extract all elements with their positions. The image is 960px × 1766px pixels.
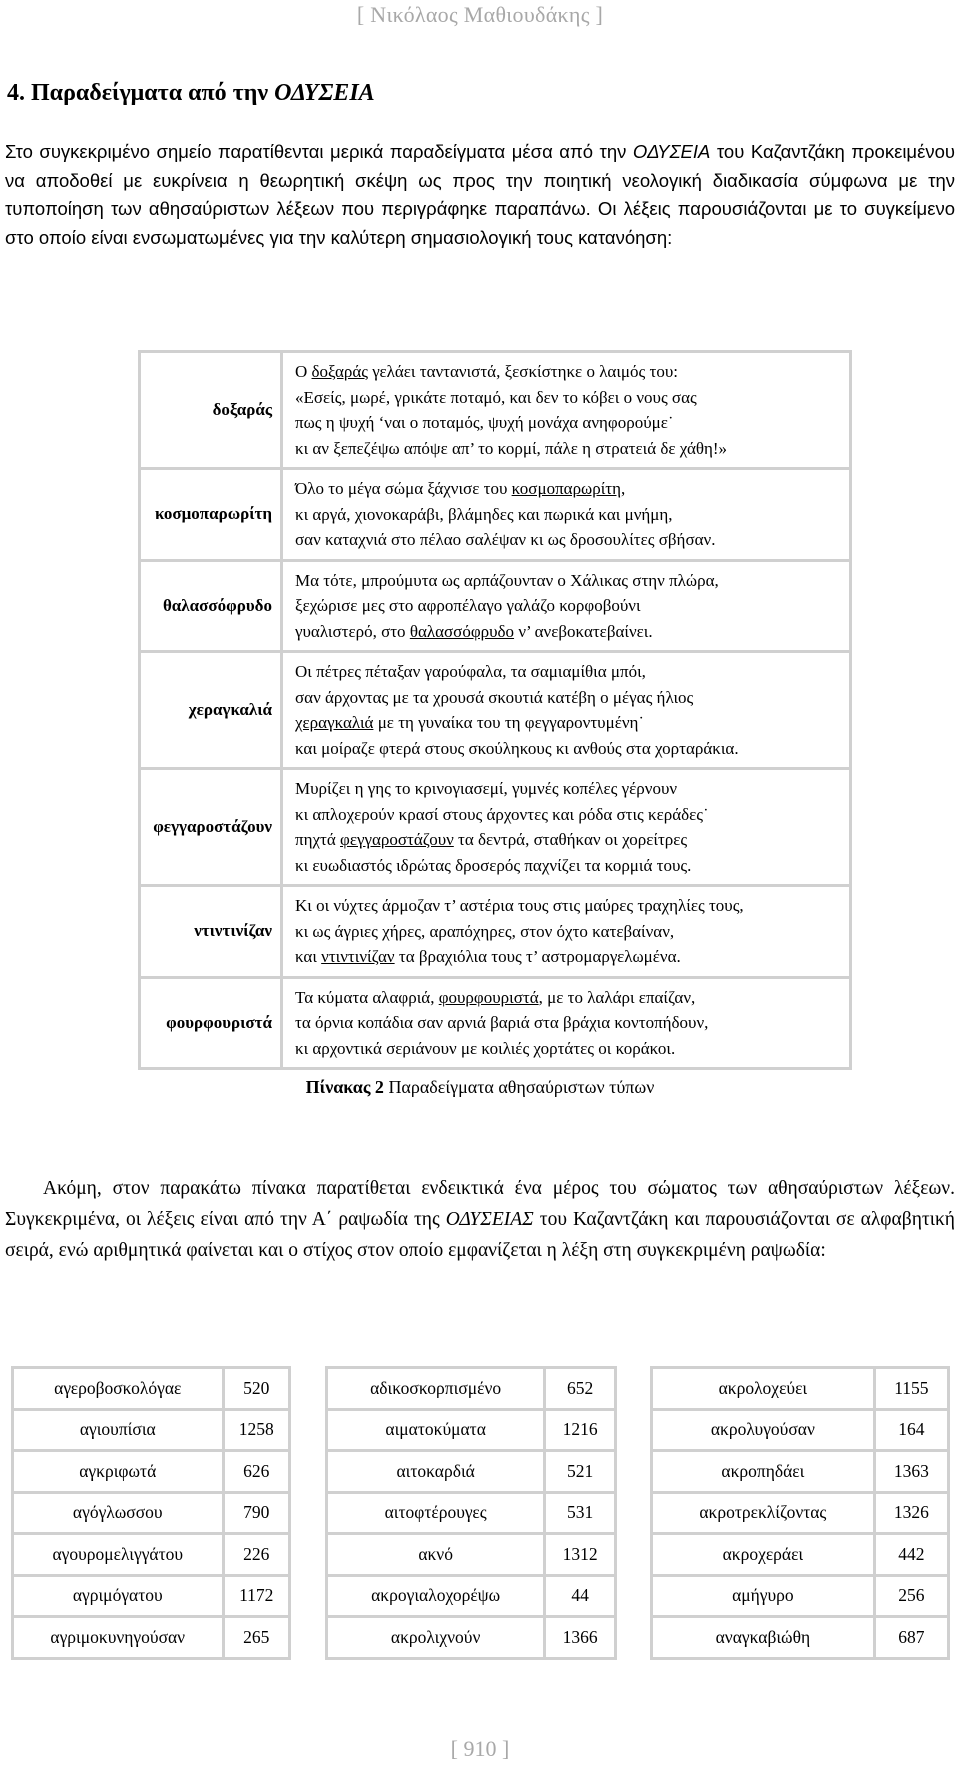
wordlist-word: αγεροβοσκολόγαε — [13, 1368, 224, 1410]
example-row — [140, 560, 851, 652]
example-row — [140, 469, 851, 561]
verse-line — [295, 685, 841, 711]
second-text-a: Ακόμη, στον παρακάτω πίνακα παρατίθεται ενδεικτικά ένα μέρος του σώματος των αθησαύριστων λέξεων. Συγκεκριμένα, οι λέξεις είναι από την Α΄ ραψωδία της — [5, 1178, 955, 1230]
verse-text: γελάει ταντανιστά, ξεσκίστηκε ο λαιμός του: — [368, 362, 678, 381]
example-row — [140, 977, 851, 1069]
verse-line — [295, 710, 841, 736]
intro-paragraph — [5, 138, 955, 252]
wordlist-word: αναγκαβιώθη — [652, 1617, 875, 1659]
verse-text: ξεχώρισε μες στο αφροπέλαγο γαλάζο κορφοβούνι — [295, 596, 641, 615]
wordlist-row — [652, 1451, 949, 1493]
wordlist-word: ακρολυγούσαν — [652, 1409, 875, 1451]
example-verse — [282, 560, 851, 652]
table-caption — [0, 1077, 960, 1098]
example-verse — [282, 469, 851, 561]
verse-line — [295, 385, 841, 411]
verse-text: ν’ ανεβοκατεβαίνει. — [514, 621, 653, 641]
verse-text: τα όρνια κοπάδια σαν αρνιά βαριά στα βράχια κοντοπήδουν, — [295, 1013, 709, 1032]
example-word: θαλασσόφρυδο — [140, 560, 282, 652]
wordlist-row — [652, 1575, 949, 1617]
verse-line — [295, 736, 841, 762]
wordlist-verse-number: 687 — [874, 1617, 948, 1659]
verse-line — [295, 944, 841, 970]
wordlist-word: αδικοσκορπισμένο — [327, 1368, 545, 1410]
wordlist-word: αιτοκαρδιά — [327, 1451, 545, 1493]
verse-text: Όλο το μέγα σώμα ξάχνισε του — [295, 479, 512, 498]
wordlist-row — [13, 1409, 290, 1451]
verse-text: Ο — [295, 362, 312, 381]
verse-line — [295, 659, 841, 685]
verse-text: κι αργά, χιονοκαράβι, βλάμηδες και πωρικά και μνήμη, — [295, 504, 673, 524]
example-verse — [282, 977, 851, 1069]
second-paragraph — [5, 1173, 955, 1266]
wordlist-row — [13, 1492, 290, 1534]
wordlist-word: αγριμόγατου — [13, 1575, 224, 1617]
verse-text: Κι οι νύχτες άρμοζαν τ’ αστέρια τους στις μαύρες τραχηλίες τους, — [295, 896, 744, 915]
wordlist-row — [652, 1617, 949, 1659]
verse-text: Μυρίζει η γης το κρινογιασεμί, γυμνές κοπέλες γέρνουν — [295, 779, 678, 798]
verse-line — [295, 827, 841, 853]
wordlist-row — [327, 1451, 616, 1493]
wordlist-verse-number: 1258 — [223, 1409, 289, 1451]
verse-line — [295, 985, 841, 1011]
verse-line — [295, 619, 841, 645]
wordlist-word: ακρολιχνούν — [327, 1617, 545, 1659]
wordlist-verse-number: 44 — [545, 1575, 616, 1617]
verse-line — [295, 893, 841, 919]
wordlist-verse-number: 164 — [874, 1409, 948, 1451]
wordlist-word: αγριμοκυνηγούσαν — [13, 1617, 224, 1659]
verse-text: κι ως άγριες χήρες, αραπόχηρες, στον όχτο κατεβαίναν, — [295, 921, 675, 941]
verse-text: πως η ψυχή ‘ναι ο ποταμός, ψυχή μονάχα ανηφορούμε˙ — [295, 413, 674, 432]
example-verse — [282, 652, 851, 769]
example-word: φεγγαροστάζουν — [140, 769, 282, 886]
caption-label: Πίνακας 2 — [305, 1077, 384, 1097]
wordlist-verse-number: 442 — [874, 1534, 948, 1576]
example-word: χεραγκαλιά — [140, 652, 282, 769]
second-text-em: ΟΔΥΣΕΙΑΣ — [445, 1209, 534, 1230]
verse-line — [295, 502, 841, 528]
wordlist-row — [652, 1492, 949, 1534]
wordlist-row — [13, 1368, 290, 1410]
wordlist-verse-number: 1326 — [874, 1492, 948, 1534]
wordlist-verse-number: 626 — [223, 1451, 289, 1493]
highlighted-word: χεραγκαλιά — [295, 713, 374, 732]
verse-text: Μα τότε, μπρούμυτα ως αρπάζουνταν ο Χάλικας στην πλώρα, — [295, 570, 719, 590]
highlighted-word: θαλασσόφρυδο — [409, 621, 515, 641]
wordlist-verse-number: 265 — [223, 1617, 289, 1659]
verse-text: γυαλιστερό, στο — [295, 621, 410, 641]
example-row — [140, 886, 851, 978]
wordlist-row — [13, 1617, 290, 1659]
example-verse — [282, 352, 851, 469]
verse-text: , — [621, 479, 626, 498]
verse-text: σαν καταχνιά στο πέλαο σαλέψαν κι ως δροσουλίτες σβήσαν. — [295, 530, 716, 549]
wordlist-row — [327, 1534, 616, 1576]
example-verse — [282, 886, 851, 978]
second-text-b: του Καζαντζάκη και παρουσιάζονται σε αλφαβητική σειρά, ενώ αριθμητικά φαίνεται και ο στίχος στον οποίο εμφανίζεται η λέξη στη συγκεκριμένη ραψωδία: — [5, 1209, 955, 1261]
wordlist-verse-number: 652 — [545, 1368, 616, 1410]
wordlist-row — [13, 1534, 290, 1576]
intro-text-b: του Καζαντζάκη προκειμένου να αποδοθεί με ευκρίνεια η θεωρητική σκέψη ως προς την ποιητική νεολογική διαδικασία σύμφωνα με την τυποποίηση των αθησαύριστων λέξεων που περιγράφηκε παραπάνω. Οι λέξεις παρουσιάζονται με το συγκείμενο στο οποίο είναι ενσωματωμένες για την καλύτερη σημασιολογική τους κατανόηση: — [5, 141, 955, 248]
wordlist-verse-number: 1366 — [545, 1617, 616, 1659]
running-header: [ Νικόλαος Μαθιουδάκης ] — [356, 2, 604, 27]
caption-text: Παραδείγματα αθησαύριστων τύπων — [388, 1077, 655, 1097]
verse-line — [295, 802, 841, 828]
verse-text: και μοίραζε φτερά στους σκούληκους κι ανθούς στα χορταράκια. — [295, 738, 739, 758]
wordlist-word: ακροχεράει — [652, 1534, 875, 1576]
wordlist-word: αγόγλωσσου — [13, 1492, 224, 1534]
verse-text: Τα κύματα αλαφριά, — [295, 987, 439, 1007]
wordlist-word: ακροτρεκλίζοντας — [652, 1492, 875, 1534]
wordlist-row — [13, 1575, 290, 1617]
wordlist-row — [327, 1492, 616, 1534]
example-row — [140, 352, 851, 469]
verse-text: πηχτά — [295, 830, 341, 849]
example-word: κοσμοπαρωρίτη — [140, 469, 282, 561]
verse-text: με τη γυναίκα του τη φεγγαροντυμένη˙ — [373, 713, 645, 732]
wordlist-word: αιματοκύματα — [327, 1409, 545, 1451]
highlighted-word: ντιντινίζαν — [321, 947, 395, 966]
wordlist-row — [13, 1451, 290, 1493]
intro-text-em: ΟΔΥΣΕΙΑ — [632, 141, 711, 162]
section-heading — [7, 80, 375, 107]
verse-text: τα βραχιόλια τους τ’ αστρομαργελωμένα. — [394, 947, 681, 966]
verse-line — [295, 776, 841, 802]
verse-text: κι αρχοντικά σεριάνουν με κοιλιές χορτάτες οι κοράκοι. — [295, 1038, 676, 1058]
example-word: ντιντινίζαν — [140, 886, 282, 978]
wordlist-verse-number: 1312 — [545, 1534, 616, 1576]
verse-line — [295, 436, 841, 462]
example-row — [140, 769, 851, 886]
example-verse — [282, 769, 851, 886]
verse-text: «Εσείς, μωρέ, γρικάτε ποταμό, και δεν το κόβει ο νους σας — [295, 387, 697, 407]
heading-prefix: 4. Παραδείγματα από την — [7, 80, 269, 106]
wordlist-verse-number: 531 — [545, 1492, 616, 1534]
verse-line — [295, 568, 841, 594]
wordlist-verse-number: 1363 — [874, 1451, 948, 1493]
verse-line — [295, 359, 841, 385]
wordlist-verse-number: 1216 — [545, 1409, 616, 1451]
wordlist-row — [327, 1617, 616, 1659]
intro-text-a: Στο συγκεκριμένο σημείο παρατίθενται μερικά παραδείγματα μέσα από την — [5, 141, 627, 162]
highlighted-word: φουρφουριστά — [438, 987, 539, 1007]
wordlist-table-3 — [650, 1366, 950, 1660]
verse-line — [295, 527, 841, 553]
example-word: φουρφουριστά — [140, 977, 282, 1069]
verse-text: τα δεντρά, σταθήκαν οι χορείτρες — [453, 830, 688, 849]
wordlist-word: ακροπηδάει — [652, 1451, 875, 1493]
verse-text: , με το λαλάρι επαίζαν, — [538, 987, 696, 1007]
wordlist-verse-number: 520 — [223, 1368, 289, 1410]
wordlist-verse-number: 790 — [223, 1492, 289, 1534]
wordlist-word: αγουρομελιγγάτου — [13, 1534, 224, 1576]
examples-table — [138, 350, 852, 1070]
verse-line — [295, 1010, 841, 1036]
wordlist-row — [652, 1534, 949, 1576]
verse-text: κι αν ξεπεζέψω απόψε απ’ το κορμί, πάλε η στρατειά δε χάθη!» — [295, 438, 728, 458]
heading-italic: ΟΔΥΣΕΙΑ — [274, 80, 375, 106]
verse-line — [295, 853, 841, 879]
verse-line — [295, 410, 841, 436]
highlighted-word: κοσμοπαρωρίτη — [511, 479, 622, 498]
wordlist-row — [327, 1409, 616, 1451]
wordlist-verse-number: 256 — [874, 1575, 948, 1617]
verse-text: κι ευωδιαστός ιδρώτας δροσερός παχνίζει τα κορμιά τους. — [295, 855, 692, 875]
verse-line — [295, 476, 841, 502]
wordlist-verse-number: 1172 — [223, 1575, 289, 1617]
page-number: [ 910 ] — [450, 1736, 510, 1761]
verse-line — [295, 593, 841, 619]
verse-line — [295, 919, 841, 945]
wordlist-verse-number: 226 — [223, 1534, 289, 1576]
wordlist-word: ακνό — [327, 1534, 545, 1576]
wordlist-word: ακρολοχεύει — [652, 1368, 875, 1410]
verse-line — [295, 1036, 841, 1062]
wordlist-table-1 — [11, 1366, 291, 1660]
wordlist-row — [327, 1575, 616, 1617]
verse-text: σαν άρχοντας με τα χρουσά σκουτιά κατέβη ο μέγας ήλιος — [295, 687, 694, 707]
wordlist-word: αγκριφωτά — [13, 1451, 224, 1493]
wordlist-verse-number: 521 — [545, 1451, 616, 1493]
wordlist-word: αγιουπίσια — [13, 1409, 224, 1451]
example-row — [140, 652, 851, 769]
wordlist-word: αιτοφτέρουγες — [327, 1492, 545, 1534]
wordlist-table-2 — [325, 1366, 617, 1660]
wordlist-word: αμήγυρο — [652, 1575, 875, 1617]
highlighted-word: φεγγαροστάζουν — [340, 830, 454, 849]
wordlist-verse-number: 1155 — [874, 1368, 948, 1410]
verse-text: κι απλοχερούν κρασί στους άρχοντες και ρόδα στις κεράδες˙ — [295, 804, 709, 824]
verse-text: Οι πέτρες πέταξαν γαρούφαλα, τα σαμιαμίθια μπόι, — [295, 662, 646, 681]
highlighted-word: δοξαράς — [311, 362, 369, 381]
wordlist-row — [652, 1409, 949, 1451]
wordlist-row — [327, 1368, 616, 1410]
example-word: δοξαράς — [140, 352, 282, 469]
wordlist-word: ακρογιαλοχορέψω — [327, 1575, 545, 1617]
verse-text: και — [295, 947, 322, 966]
wordlist-row — [652, 1368, 949, 1410]
